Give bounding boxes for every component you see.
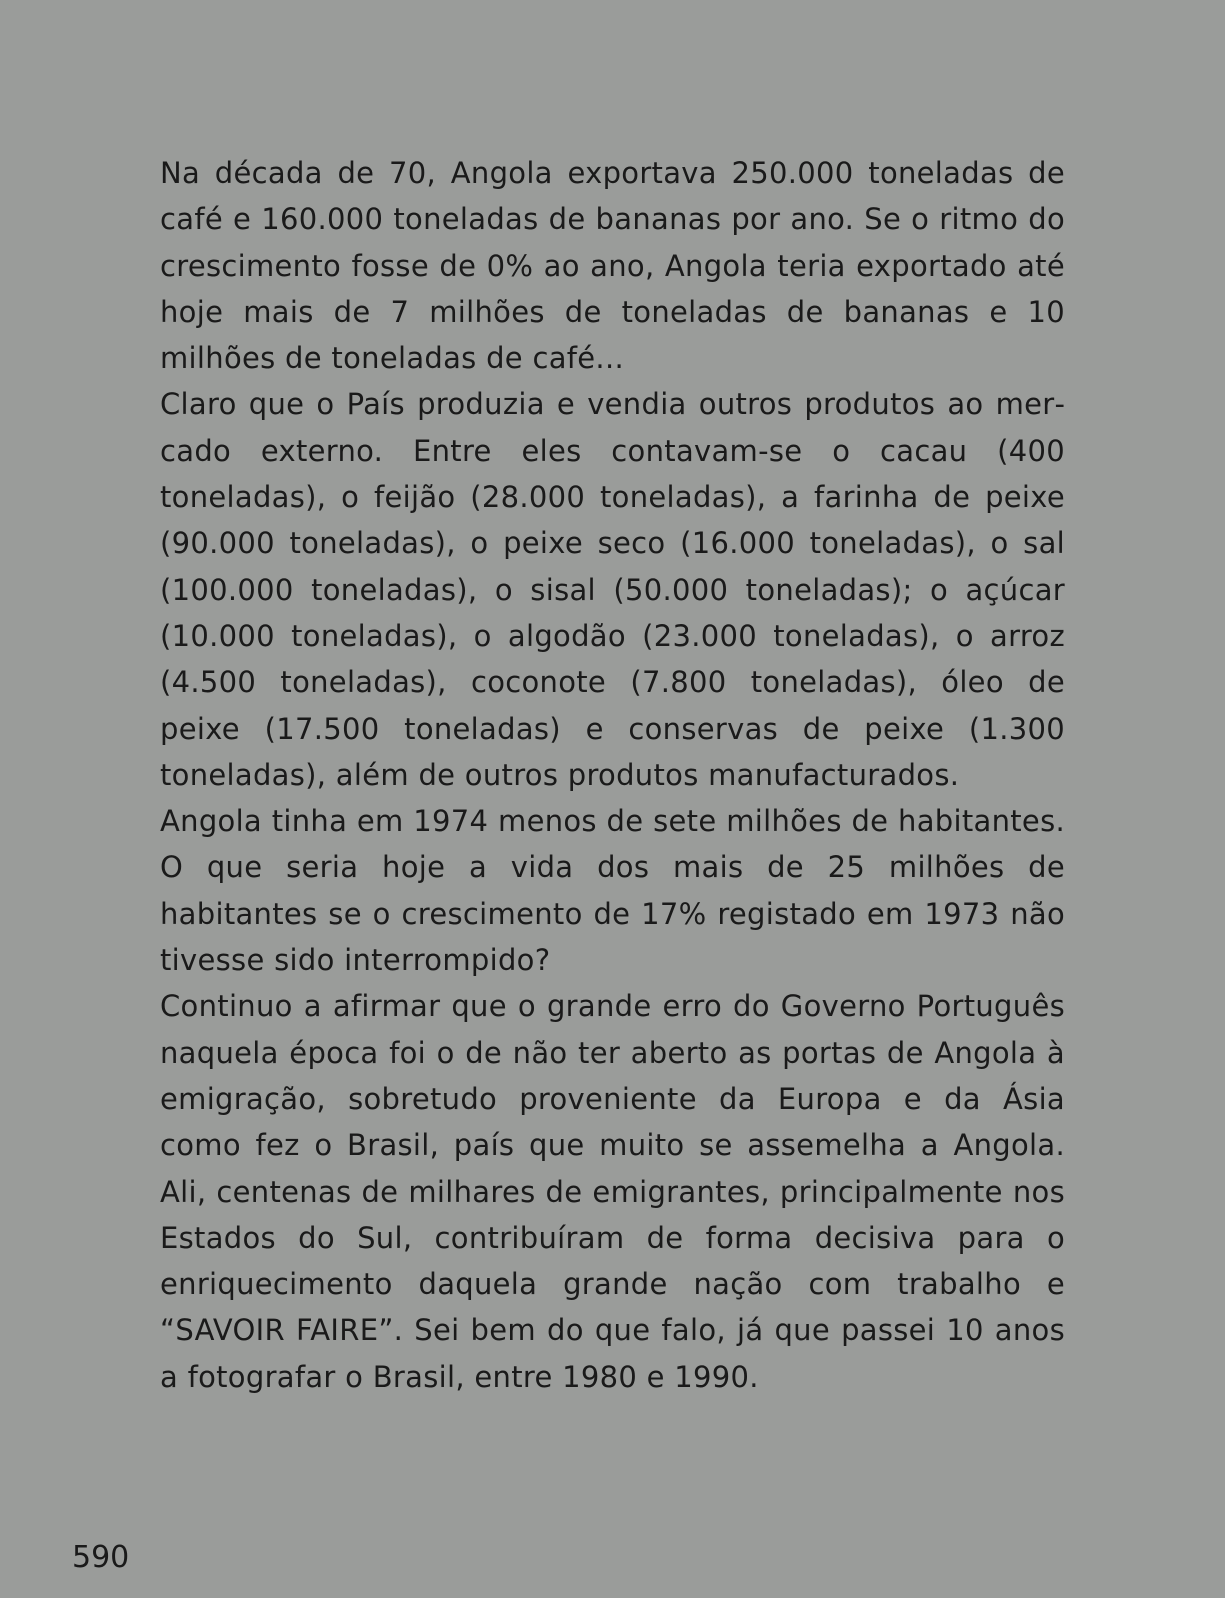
paragraph-population: Angola tinha em 1974 menos de sete milhões de habitantes. O que seria hoje a vida dos mais de 25 milhões de habitantes se o crescimento de 17% registado em 1973 não tivesse sido interrompido? — [160, 804, 1065, 978]
page-number: 590 — [72, 1540, 130, 1575]
paragraph-other-products: Claro que o País produzia e vendia outros produtos ao mercado externo. Entre eles contavam-se o cacau (400 toneladas), o feijão (28.000 toneladas), a farinha de peixe (90.000 toneladas), o peixe seco (16.000 toneladas), o sal (100.000 toneladas), o sisal (50.000 toneladas); o açúcar (10.000 toneladas), o algodão (23.000 toneladas), o arroz (4.500 toneladas), coconote (7.800 toneladas), óleo de peixe (17.500 toneladas) e conservas de peixe (1.300 toneladas), além de outros produtos manufacturados. — [160, 387, 1065, 792]
paragraph-exports-coffee-bananas: Na década de 70, Angola exportava 250.000 toneladas de café e 160.000 toneladas de bananas por ano. Se o ritmo do crescimento fosse de 0% ao ano, Angola teria exportado até hoje mais de 7 milhões de toneladas de bananas e 10 milhões de toneladas de café... — [160, 156, 1065, 376]
paragraph-emigration: Continuo a afirmar que o grande erro do Governo Português naquela época foi o de não ter aberto as portas de Angola à emigração, sobretudo proveniente da Europa e da Ásia como fez o Brasil, país que muito se assemelha a Angola. Ali, centenas de milhares de emigrantes, principalmente nos Estados do Sul, contribuíram de forma decisiva para o enriquecimento daquela grande nação com trabalho e “SAVOIR FAIRE”. Sei bem do que falo, já que passei 10 anos a fotografar o Brasil, entre 1980 e 1990. — [160, 989, 1065, 1394]
body-text — [160, 150, 1065, 1400]
